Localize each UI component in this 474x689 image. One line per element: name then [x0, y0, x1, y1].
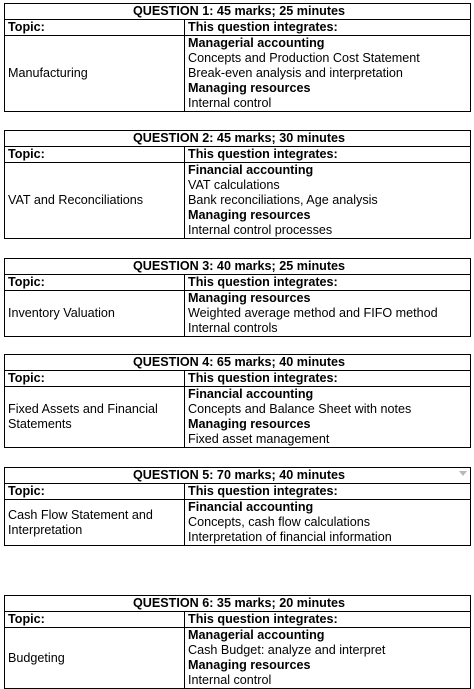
label-row	[5, 612, 471, 628]
topic-label: Topic:	[5, 484, 185, 500]
topic-text: Budgeting	[8, 650, 65, 665]
question-heading: QUESTION 5: 70 marks; 40 minutes	[5, 468, 471, 484]
integrates-label: This question integrates:	[185, 612, 471, 628]
label-row	[5, 484, 471, 500]
integrates-label: This question integrates:	[185, 20, 471, 36]
question-table	[4, 258, 471, 337]
integrates-item: Fixed asset management	[188, 432, 330, 446]
integrates-item: Concepts and Balance Sheet with notes	[188, 402, 412, 416]
question-heading: QUESTION 6: 35 marks; 20 minutes	[5, 596, 471, 612]
integrates-item: Weighted average method and FIFO method	[188, 306, 438, 320]
topic-text: Inventory Valuation	[8, 306, 115, 320]
question-heading: QUESTION 2: 45 marks; 30 minutes	[5, 131, 471, 147]
topic-label: Topic:	[5, 20, 185, 36]
question-heading-row	[5, 355, 471, 371]
question-table	[4, 595, 471, 689]
topic-cell	[5, 628, 185, 689]
topic-cell	[5, 500, 185, 546]
integrates-label: This question integrates:	[185, 275, 471, 291]
content-row	[5, 387, 471, 448]
integrates-label: This question integrates:	[185, 484, 471, 500]
integrates-category: Financial accounting	[188, 500, 314, 514]
integrates-item: Concepts, cash flow calculations	[188, 515, 371, 529]
question-heading-row	[5, 4, 471, 20]
integrates-item: Bank reconciliations, Age analysis	[188, 193, 378, 207]
integrates-cell	[185, 291, 471, 337]
topic-cell	[5, 36, 185, 112]
integrates-item: Internal control	[188, 673, 272, 687]
integrates-category: Managing resources	[188, 208, 311, 222]
label-row	[5, 275, 471, 291]
question-heading: QUESTION 3: 40 marks; 25 minutes	[5, 259, 471, 275]
integrates-label: This question integrates:	[185, 147, 471, 163]
integrates-item: Internal control	[188, 96, 272, 110]
integrates-item: Internal control processes	[188, 223, 333, 237]
question-table	[4, 467, 471, 546]
integrates-item: Break-even analysis and interpretation	[188, 66, 403, 80]
integrates-category: Managerial accounting	[188, 36, 325, 50]
topic-text: Cash Flow Statement and	[8, 507, 153, 522]
integrates-cell	[185, 628, 471, 689]
question-heading: QUESTION 4: 65 marks; 40 minutes	[5, 355, 471, 371]
question-heading-row	[5, 468, 471, 484]
topic-label: Topic:	[5, 612, 185, 628]
question-table	[4, 354, 471, 448]
topic-label: Topic:	[5, 147, 185, 163]
integrates-category: Managing resources	[188, 291, 311, 305]
topic-cell	[5, 163, 185, 239]
topic-text: Fixed Assets and Financial	[8, 402, 158, 416]
integrates-category: Managerial accounting	[188, 628, 325, 642]
topic-text: Statements	[8, 417, 72, 431]
content-row	[5, 163, 471, 239]
integrates-cell	[185, 163, 471, 239]
topic-cell	[5, 291, 185, 337]
integrates-category: Financial accounting	[188, 163, 314, 177]
question-heading-row	[5, 596, 471, 612]
topic-text: Manufacturing	[8, 66, 88, 80]
label-row	[5, 371, 471, 387]
integrates-category: Managing resources	[188, 417, 311, 431]
integrates-label: This question integrates:	[185, 371, 471, 387]
label-row	[5, 20, 471, 36]
question-table	[4, 3, 471, 112]
integrates-item: VAT calculations	[188, 178, 280, 192]
integrates-cell	[185, 387, 471, 448]
content-row	[5, 500, 471, 546]
integrates-cell	[185, 36, 471, 112]
topic-text: Interpretation	[8, 522, 83, 537]
integrates-item: Concepts and Production Cost Statement	[188, 51, 420, 65]
integrates-category: Managing resources	[188, 81, 311, 95]
question-heading-row	[5, 259, 471, 275]
integrates-item: Cash Budget: analyze and interpret	[188, 643, 386, 657]
integrates-category: Managing resources	[188, 658, 311, 672]
topic-text: VAT and Reconciliations	[8, 193, 144, 207]
content-row	[5, 291, 471, 337]
label-row	[5, 147, 471, 163]
integrates-item: Interpretation of financial information	[188, 530, 392, 544]
topic-cell	[5, 387, 185, 448]
question-heading: QUESTION 1: 45 marks; 25 minutes	[5, 4, 471, 20]
integrates-cell	[185, 500, 471, 546]
question-heading-row	[5, 131, 471, 147]
question-table	[4, 130, 471, 239]
content-row	[5, 36, 471, 112]
content-row	[5, 628, 471, 689]
topic-label: Topic:	[5, 371, 185, 387]
integrates-category: Financial accounting	[188, 387, 314, 401]
topic-label: Topic:	[5, 275, 185, 291]
integrates-item: Internal controls	[188, 321, 278, 335]
chevron-down-icon[interactable]	[459, 471, 467, 476]
